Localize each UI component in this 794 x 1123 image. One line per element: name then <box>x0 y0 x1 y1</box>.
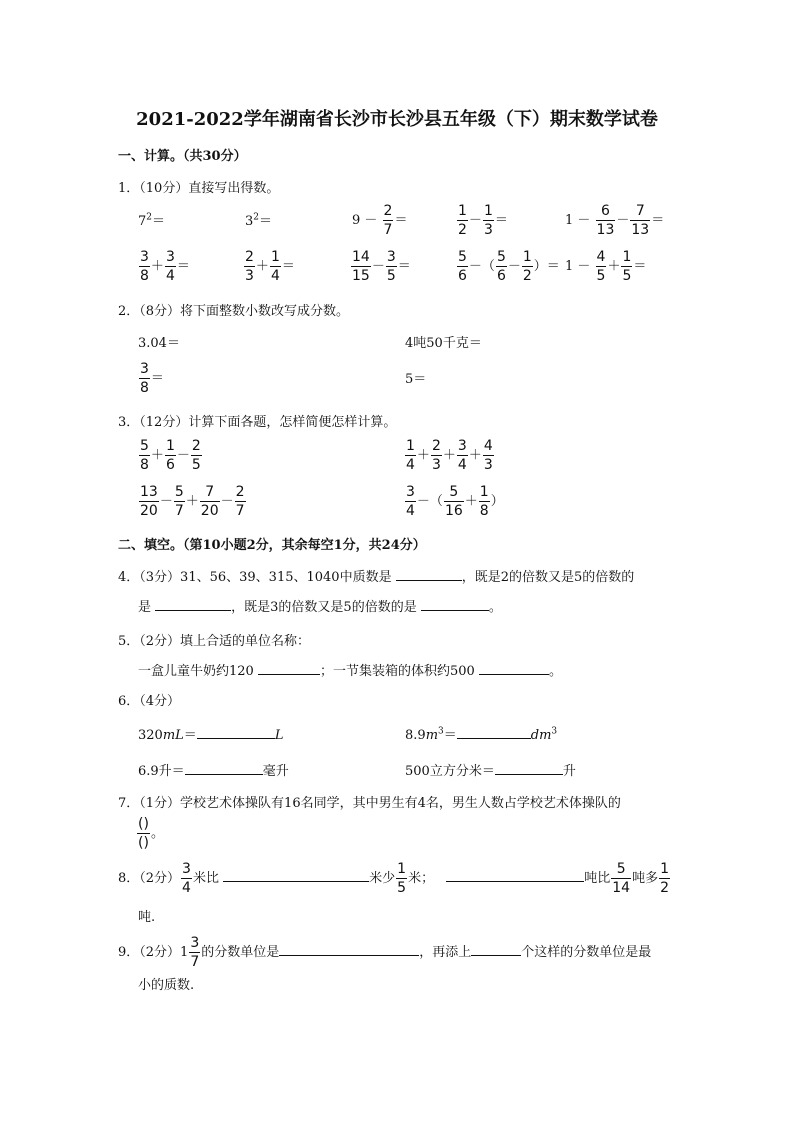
q5-blank-2[interactable] <box>479 662 549 675</box>
q9-line-2: 小的质数. <box>138 978 195 993</box>
q3-b: $\frac{1}{4}$ ＋ $\frac{2}{3}$ ＋ $\frac{3}{4}$ ＋ $\frac{4}{3}$ <box>406 438 493 473</box>
q7-blank-denominator[interactable]: () <box>138 835 149 851</box>
q4-line-2: 是 ，既是3的倍数又是5的倍数的是 。 <box>138 600 502 615</box>
q8-blank-2[interactable] <box>446 869 584 882</box>
q4-blank-2[interactable] <box>155 598 231 611</box>
q3-c: $\frac{13}{20}$ － $\frac{5}{7}$ ＋ $\frac{7}{20}$ － $\frac{2}{7}$ <box>140 484 245 519</box>
q6-blank-4[interactable] <box>495 762 563 775</box>
q1-r1-a: $7^2=$ <box>138 212 166 229</box>
q3-label: 3．（12分）计算下面各题，怎样简便怎样计算。 <box>118 415 397 430</box>
section-1-heading: 一、计算。（共30分） <box>118 149 247 164</box>
q2-label: 2．（8分）将下面整数小数改写成分数。 <box>118 304 350 319</box>
q1-r1-b: $3^2=$ <box>245 212 273 229</box>
q2-d: 5＝ <box>405 372 427 387</box>
q9-blank-2[interactable] <box>471 943 521 956</box>
q1-r2-a: $\frac{3}{8}$ ＋ $\frac{3}{4}$ ＝ <box>140 249 190 284</box>
q1-r1-d: $\frac{1}{2}$ － $\frac{1}{3}$ ＝ <box>458 203 508 238</box>
q1-r2-c: $\frac{14}{15}$ － $\frac{3}{5}$ ＝ <box>352 249 411 284</box>
q8-line-2: 吨. <box>138 910 156 925</box>
q8-blank-1[interactable] <box>223 869 369 882</box>
q5-line: 一盒儿童牛奶约120 ；一节集装箱的体积约500 。 <box>138 664 562 679</box>
q2-c: $\frac{3}{8}$ ＝ <box>140 361 164 396</box>
q1-label: 1．（10分）直接写出得数。 <box>118 181 280 196</box>
q1-r2-b: $\frac{2}{3}$ ＋ $\frac{1}{4}$ ＝ <box>245 249 295 284</box>
q2-a: 3.04＝ <box>138 336 180 351</box>
q6-label: 6．（4分） <box>118 694 181 709</box>
q7-line: 7．（1分）学校艺术体操队有16名同学，其中男生有4名，男生人数占学校艺术体操队的 <box>118 796 621 811</box>
q6-blank-2[interactable] <box>457 726 531 739</box>
q7-blank-numerator[interactable]: () <box>138 816 149 832</box>
q6-b: $8.9m^3= dm^3$ <box>405 726 558 743</box>
q6-d: 500立方分米＝ 升 <box>405 764 576 779</box>
q6-blank-1[interactable] <box>197 726 275 739</box>
q1-r2-e: 1 － $\frac{4}{5}$ ＋ $\frac{1}{5}$ ＝ <box>565 249 647 284</box>
section-2-heading: 二、填空。（第10小题2分，其余每空1分，共24分） <box>118 538 426 553</box>
q6-a: 320mL＝ L <box>138 728 284 743</box>
q8-line: 8．（2分） $\frac{3}{4}$ 米比 米少 $\frac{1}{5}$ 米； 吨比 $\frac{5}{14}$ 吨多 $\frac{1}{2}$ <box>118 861 669 896</box>
q4-blank-1[interactable] <box>396 568 462 581</box>
q3-d: $\frac{3}{4}$ －（ $\frac{5}{16}$ ＋ $\frac{1}{8}$ ） <box>406 484 504 519</box>
q2-b: 4吨50千克＝ <box>405 336 482 351</box>
q4-line-1: 4．（3分）31、56、39、315、1040中质数是 ，既是2的倍数又是5的倍数的 <box>118 570 635 585</box>
q1-r1-e: 1 － $\frac{6}{13}$ － $\frac{7}{13}$ ＝ <box>565 203 665 238</box>
q9-blank-1[interactable] <box>279 943 419 956</box>
q5-label: 5．（2分）填上合适的单位名称： <box>118 634 311 649</box>
q6-c: 6.9升＝ 毫升 <box>138 764 289 779</box>
q3-a: $\frac{5}{8}$ ＋ $\frac{1}{6}$ － $\frac{2}{5}$ <box>140 438 201 473</box>
q4-blank-3[interactable] <box>421 598 489 611</box>
q9-line: 9．（2分）1 $\frac{3}{7}$ 的分数单位是 ，再添上 个这样的分数单位是最 <box>118 935 652 970</box>
q5-blank-1[interactable] <box>258 662 320 675</box>
q1-r2-d: $\frac{5}{6}$ －（ $\frac{5}{6}$ － $\frac{1}{2}$ ）＝ <box>458 249 560 284</box>
q1-r1-c: 9 － $\frac{2}{7}$ ＝ <box>352 203 408 238</box>
q7-fraction: $\frac{()}{()}$ 。 <box>138 816 164 851</box>
page-title: 2021-2022学年湖南省长沙市长沙县五年级（下）期末数学试卷 <box>136 109 658 130</box>
q6-blank-3[interactable] <box>185 762 263 775</box>
